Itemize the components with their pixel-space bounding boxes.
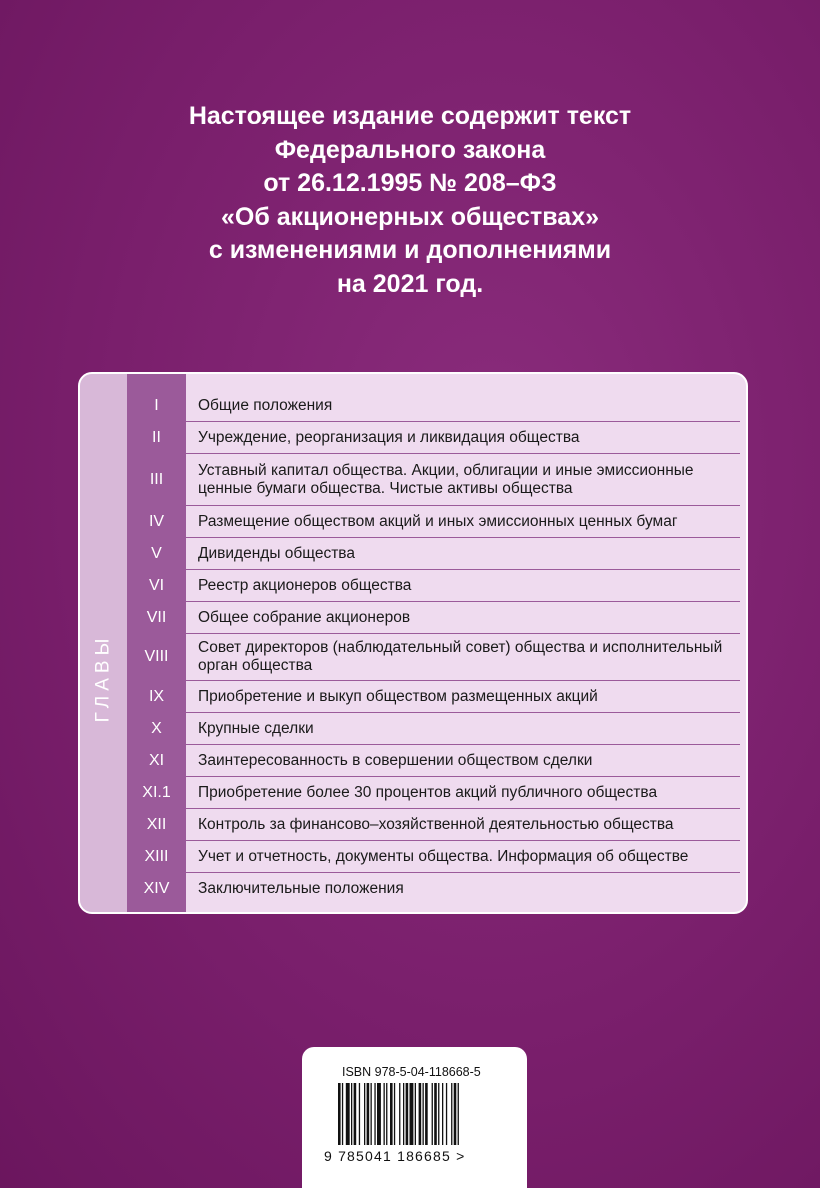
chapter-title: Заключительные положения: [198, 879, 404, 897]
intro-text: [60, 100, 760, 301]
chapter-row: [127, 506, 740, 538]
barcode-digits: 9 785041 186685 >: [324, 1148, 466, 1164]
chapter-row: [127, 873, 740, 904]
chapter-title: Реестр акционеров общества: [198, 576, 412, 594]
chapter-title: Размещение обществом акций и иных эмиссионных ценных бумаг: [198, 512, 678, 530]
chapter-row: [127, 713, 740, 745]
barcode-image: [336, 1083, 501, 1153]
chapter-number: VIII: [144, 648, 169, 665]
intro-line: «Об акционерных обществах»: [220, 202, 599, 231]
chapters-panel: [78, 372, 748, 914]
chapter-title: Дивиденды общества: [198, 544, 355, 562]
chapter-number: XI.1: [142, 783, 171, 801]
chapter-title: Контроль за финансово–хозяйственной деятельностью общества: [198, 815, 674, 833]
intro-line: Настоящее издание содержит текст: [188, 102, 632, 130]
isbn-label: ISBN 978-5-04-118668-5: [342, 1065, 481, 1079]
chapters-list: [127, 390, 740, 904]
chapter-number: II: [152, 428, 161, 446]
chapters-label: ГЛАВЫ: [92, 633, 114, 723]
chapter-number: V: [151, 544, 162, 562]
chapter-number: VII: [146, 608, 167, 626]
chapter-number: XII: [146, 815, 167, 833]
intro-line: Федерального закона: [274, 135, 546, 164]
chapter-row: [127, 538, 740, 570]
chapter-row: [127, 634, 740, 681]
chapter-title: Приобретение более 30 процентов акций публичного общества: [198, 783, 658, 801]
chapter-title: Уставный капитал общества. Акции, облигации и иные эмиссионные ценные бумаги общества. Чистые активы общества: [198, 461, 694, 497]
chapter-number: XIII: [144, 847, 169, 865]
intro-line: на 2021 год.: [336, 269, 484, 298]
chapter-title: Заинтересованность в совершении обществом сделки: [198, 751, 593, 769]
chapter-title: Крупные сделки: [198, 719, 314, 737]
chapter-row: [127, 454, 740, 506]
chapter-title: Совет директоров (наблюдательный совет) общества и исполнительный орган общества: [198, 639, 723, 674]
chapter-row: [127, 745, 740, 777]
chapter-number: III: [149, 470, 164, 488]
chapter-number: I: [154, 396, 159, 414]
chapter-row: [127, 681, 740, 713]
chapter-number: VI: [148, 576, 165, 594]
chapter-row: [127, 422, 740, 454]
chapter-row: [127, 777, 740, 809]
chapter-title: Общее собрание акционеров: [198, 608, 411, 626]
isbn-block: [302, 1047, 527, 1188]
chapter-title: Приобретение и выкуп обществом размещенных акций: [198, 687, 598, 705]
chapter-title: Учреждение, реорганизация и ликвидация общества: [198, 428, 580, 446]
chapter-title: Общие положения: [198, 396, 333, 414]
chapter-number: XIV: [143, 879, 170, 897]
chapter-title: Учет и отчетность, документы общества. Информация об обществе: [198, 847, 689, 865]
chapter-number: X: [151, 719, 162, 737]
chapter-number: XI: [148, 751, 165, 769]
chapter-number: IX: [148, 687, 165, 705]
chapter-number: IV: [148, 512, 165, 530]
intro-line: с изменениями и дополнениями: [208, 236, 612, 264]
intro-line: от 26.12.1995 № 208–ФЗ: [263, 169, 557, 197]
chapter-row: [127, 390, 740, 422]
chapter-row: [127, 602, 740, 634]
chapter-row: [127, 809, 740, 841]
chapter-row: [127, 570, 740, 602]
chapter-row: [127, 841, 740, 873]
